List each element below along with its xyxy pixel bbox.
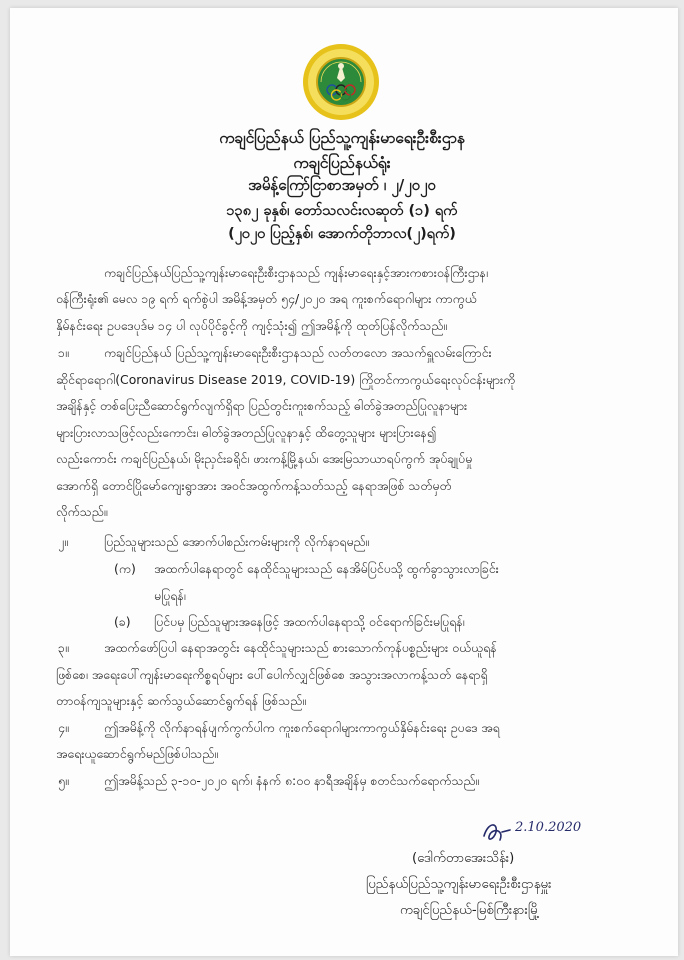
header-order-number: အမိန့်ကြော်ငြာစာအမှတ် ၊ ၂/၂၀၂၀	[248, 176, 436, 194]
paragraph-1-line: လည်းကောင်း ကချင်ပြည်နယ်၊ မိုးညှင်းခရိုင်၊ ဖားကန့်မြို့နယ်၊ အေးမြသာယာရပ်ကွက် အုပ်ချုပ်မှု	[56, 451, 473, 466]
header-myanmar-date: ၁၃၈၂ ခုနှစ်၊ တော်သလင်းလဆုတ် (၁) ရက်	[226, 203, 458, 219]
paragraph-3-line: အထက်ဖော်ပြပါ နေရာအတွင်း နေထိုင်သူများသည် စားသောက်ကုန်ပစ္စည်းများ ဝယ်ယူရန်	[104, 640, 497, 655]
paragraph-5-number: ၅။	[58, 773, 69, 788]
header-gregorian-date: (၂၀၂၀ ပြည့်နှစ်၊ အောက်တိုဘာလ(၂)ရက်)	[228, 226, 456, 242]
signature-date: 2.10.2020	[515, 820, 582, 835]
intro-line: ဝန်ကြီးရုံး၏ မေလ ၁၉ ရက် ရက်စွဲပါ အမိန့်အမှတ် ၅၄/၂၀၂၀ အရ ကူးစက်ရောဂါများ ကာကွယ်	[56, 291, 477, 306]
intro-line: ကချင်ပြည်နယ်ပြည်သူ့ကျန်းမာရေးဦးစီးဌာနသည် ကျန်းမာရေးနှင့်အားကစားဝန်ကြီးဌာန၊	[104, 265, 488, 280]
paragraph-1-line: ဆိုင်ရာရောဂါ(Coronavirus Disease 2019, COVID-19) ကြိုတင်ကာကွယ်ရေးလုပ်ငန်းများကို	[56, 372, 516, 387]
sub-item-kha-number: (ခ)	[114, 614, 131, 629]
paragraph-1-number: ၁။	[58, 345, 69, 360]
paragraph-4-line: အရေးယူဆောင်ရွက်မည်ဖြစ်ပါသည်။	[56, 746, 218, 761]
paragraph-3-line: တာဝန်ကျသူများနှင့် ဆက်သွယ်ဆောင်ရွက်ရန် ဖြစ်သည်။	[56, 693, 306, 708]
paragraph-5-line: ဤအမိန့်သည် ၃-၁၀-၂၀၂၀ ရက်၊ နံနက် ၈:၀၀ နာရီအချိန်မှ စတင်သက်ရောက်သည်။	[104, 773, 480, 788]
signatory-office: ကချင်ပြည်နယ်-မြစ်ကြီးနားမြို့	[400, 903, 540, 918]
sub-item-ka-number: (က)	[114, 561, 136, 576]
paragraph-3-number: ၃။	[58, 640, 69, 655]
signatory-title: ပြည်နယ်ပြည်သူ့ကျန်းမာရေးဦးစီးဌာနမှူး	[366, 877, 552, 892]
header-office: ကချင်ပြည်နယ်ရုံး	[293, 154, 391, 172]
paragraph-3-line: ဖြစ်စေ၊ အရေးပေါ်ကျန်းမာရေးကိစ္စရပ်များ ပေါ်ပေါက်လျှင်ဖြစ်စေ အသွားအလာကန့်သတ် နေရာရှိ	[56, 667, 488, 682]
intro-line: နှိမ်နင်းရေး ဥပဒေပုဒ်မ ၁၄ ပါ လုပ်ပိုင်ခွင့်ကို ကျင့်သုံး၍ ဤအမိန့်ကို ထုတ်ပြန်လိုက်သည်။	[56, 318, 448, 333]
signatory-name: (ဒေါက်တာအေးသိန်း)	[412, 851, 515, 866]
paragraph-1-line: လိုက်သည်။	[56, 504, 108, 519]
header-department: ကချင်ပြည်နယ် ပြည်သူ့ကျန်းမာရေးဦးစီးဌာန	[219, 129, 465, 147]
sub-item-ka-line: မပြုရန်၊	[154, 588, 186, 603]
paragraph-2-number: ၂။	[58, 534, 68, 549]
paragraph-4-number: ၄။	[58, 720, 69, 735]
paragraph-1-line: များပြားလာသဖြင့်လည်းကောင်း၊ ဓါတ်ခွဲအတည်ပြုလူနာနှင့် ထိတွေ့သူများ များပြားနေ၍	[56, 425, 437, 440]
paragraph-1-line: အောက်ရှိ တောင်ပြိုမော်ကျေးရွာအား အဝင်အထွက်ကန့်သတ်သည့် နေရာအဖြစ် သတ်မှတ်	[56, 478, 452, 493]
paragraph-4-line: ဤအမိန့်ကို လိုက်နာရန်ပျက်ကွက်ပါက ကူးစက်ရောဂါများကာကွယ်နှိမ်နင်းရေး ဥပဒေ အရ	[104, 720, 500, 735]
ministry-seal-logo	[301, 42, 381, 122]
paragraph-1-line: ကချင်ပြည်နယ် ပြည်သူ့ကျန်းမာရေးဦးစီးဌာနသည် လတ်တလော အသက်ရှူလမ်းကြောင်း	[104, 345, 492, 360]
sub-item-kha-line: ပြင်ပမှ ပြည်သူများအနေဖြင့် အထက်ပါနေရာသို့ ဝင်ရောက်ခြင်းမပြုရန်၊	[154, 614, 465, 629]
paragraph-2-line: ပြည်သူများသည် အောက်ပါစည်းကမ်းများကို လိုက်နာရမည်။	[104, 534, 370, 549]
paragraph-1-line: အချိန်နှင့် တစ်ပြေးညီဆောင်ရွက်လျက်ရှိရာ ပြည်တွင်းကူးစက်သည့် ဓါတ်ခွဲအတည်ပြုလူနာများ	[56, 398, 468, 413]
sub-item-ka-line: အထက်ပါနေရာတွင် နေထိုင်သူများသည် နေအိမ်ပြင်ပသို့ ထွက်ခွာသွားလာခြင်း	[154, 561, 499, 576]
